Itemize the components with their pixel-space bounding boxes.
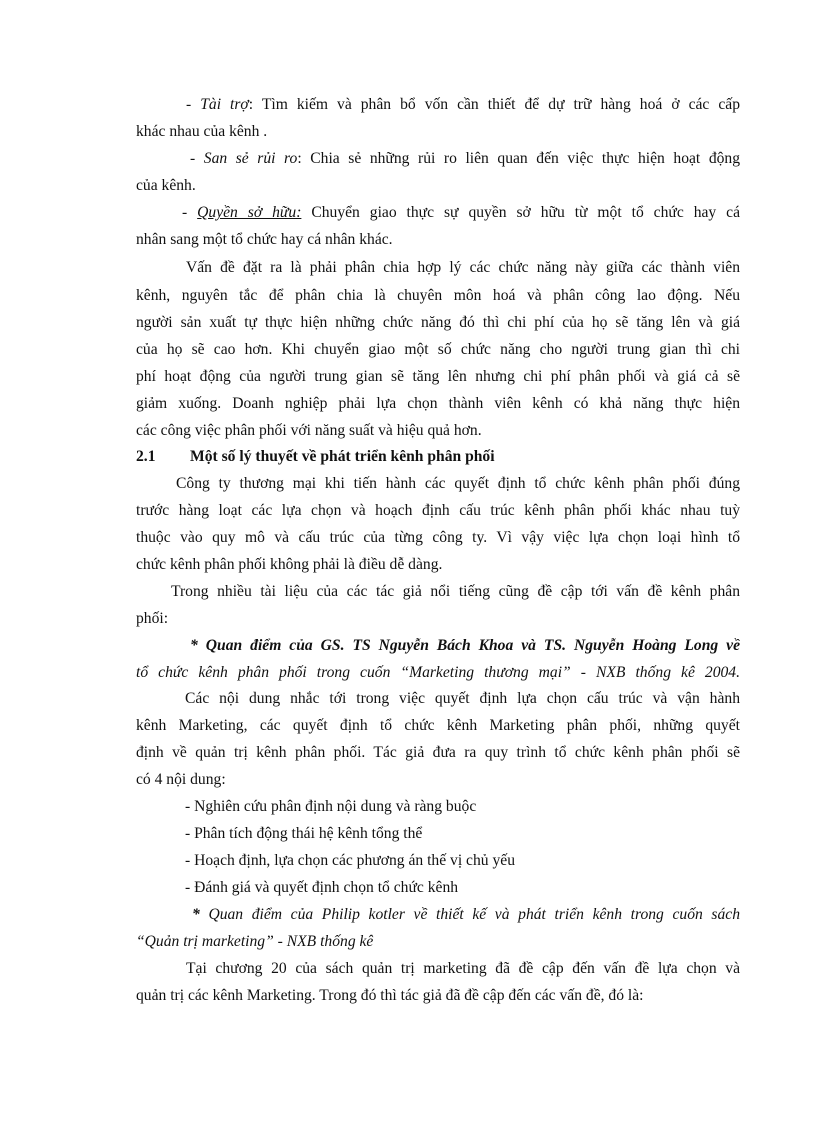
van-de-line: của họ sẽ cao hơn. Khi chuyển giao một số chức năng cho người trung gian thì chi: [136, 341, 740, 358]
tai-chuong-line: Tại chương 20 của sách quản trị marketing đã đề cập đến vấn đề lựa chọn và: [186, 960, 740, 977]
san-se-line-2: của kênh.: [136, 177, 196, 194]
trong-nhieu-line: phối:: [136, 610, 169, 627]
list-item: - Phân tích động thái hệ kênh tổng thể: [185, 825, 423, 842]
cong-ty-line: trước hàng loạt các lựa chọn và hoạch định cấu trúc kênh phân phối khác nhau tuỳ: [136, 502, 740, 519]
san-se-line-1: - San sẻ rủi ro: Chia sẻ những rủi ro liên quan đến việc thực hiện hoạt động: [190, 150, 741, 167]
quan-diem-1-line: [190, 633, 740, 659]
van-de-line: Vấn đề đặt ra là phải phân chia hợp lý các chức năng này giữa các thành viên: [186, 259, 740, 276]
quan-diem-2-line: “Quản trị marketing” - NXB thống kê: [136, 933, 374, 950]
van-de-line: kênh, nguyên tắc để phân chia là chuyên môn hoá và phân công lao động. Nếu: [136, 287, 740, 304]
quan-diem-2-star: *: [192, 906, 200, 923]
cong-ty-line: chức kênh phân phối không phải là điều dễ dàng.: [136, 556, 443, 573]
trong-nhieu-line: Trong nhiều tài liệu của các tác giả nổi tiếng cũng đề cập tới vấn đề kênh phân: [171, 583, 740, 600]
tai-chuong-line: quản trị các kênh Marketing. Trong đó thì tác giả đã đề cập đến các vấn đề, đó là:: [136, 987, 644, 1004]
quan-diem-1-text: * Quan điểm của GS. TS Nguyễn Bách Khoa và TS. Nguyễn Hoàng Long về: [190, 637, 740, 654]
cong-ty-line: thuộc vào quy mô và cấu trúc của từng công ty. Vì vậy việc lựa chọn loại hình tổ: [136, 529, 740, 546]
cong-ty-line: Công ty thương mại khi tiến hành các quyết định tổ chức kênh phân phối đúng: [176, 475, 740, 492]
tai-tro-line-1: - Tài trợ: Tìm kiếm và phân bổ vốn cần thiết để dự trữ hàng hoá ở các cấp: [186, 96, 740, 113]
van-de-line: người sản xuất tự thực hiện những chức năng đó thì chi phí của họ sẽ tăng lên và giá: [136, 314, 740, 331]
quyen-so-huu-line-1: - Quyền sở hữu: Chuyển giao thực sự quyền sở hữu từ một tổ chức hay cá: [182, 204, 740, 221]
san-se-label: San sẻ rủi ro: [203, 150, 298, 167]
van-de-line: các công việc phân phối với năng suất và hiệu quả hơn.: [136, 422, 482, 439]
san-se-text: : Chia sẻ những rủi ro liên quan đến việc thực hiện hoạt động: [297, 150, 741, 167]
cac-noi-dung-line: định về quản trị kênh phân phối. Tác giả đưa ra quy trình tổ chức kênh phân phối sẽ: [136, 744, 740, 761]
tai-tro-line-2: khác nhau của kênh .: [136, 123, 268, 140]
cac-noi-dung-line: có 4 nội dung:: [136, 771, 226, 788]
list-item: - Hoạch định, lựa chọn các phương án thế vị chủ yếu: [185, 852, 515, 869]
van-de-line: phí hoạt động của người trung gian sẽ tăng lên nhưng chi phí phân phối và giá cả sẽ: [136, 368, 740, 385]
quyen-so-huu-label: Quyền sở hữu:: [197, 204, 302, 221]
quan-diem-2-text: Quan điểm của Philip kotler về thiết kế và phát triển kênh trong cuốn sách: [208, 906, 740, 923]
quan-diem-1-line: tổ chức kênh phân phối trong cuốn “Marketing thương mại” - NXB thống kê 2004.: [136, 664, 740, 681]
van-de-line: giảm xuống. Doanh nghiệp phải lựa chọn thành viên kênh có khả năng thực hiện: [136, 395, 740, 412]
tai-tro-text: : Tìm kiếm và phân bổ vốn cần thiết để dự trữ hàng hoá ở các cấp: [248, 96, 740, 113]
quyen-so-huu-text: Chuyển giao thực sự quyền sở hữu từ một tổ chức hay cá: [301, 204, 740, 221]
tai-tro-label: Tài trợ: [200, 96, 249, 113]
quyen-so-huu-line-2: nhân sang một tổ chức hay cá nhân khác.: [136, 231, 393, 248]
list-item: - Đánh giá và quyết định chọn tổ chức kênh: [185, 879, 459, 896]
quan-diem-2-line: [192, 902, 740, 928]
cac-noi-dung-line: Các nội dung nhắc tới trong việc quyết định lựa chọn cấu trúc và vận hành: [185, 690, 740, 707]
list-item: - Nghiên cứu phân định nội dung và ràng buộc: [185, 798, 477, 815]
section-heading: Một số lý thuyết về phát triển kênh phân phối: [190, 448, 495, 465]
cac-noi-dung-line: kênh Marketing, các quyết định tổ chức kênh Marketing phân phối, những quyết: [136, 717, 740, 734]
section-number: 2.1: [136, 448, 156, 465]
